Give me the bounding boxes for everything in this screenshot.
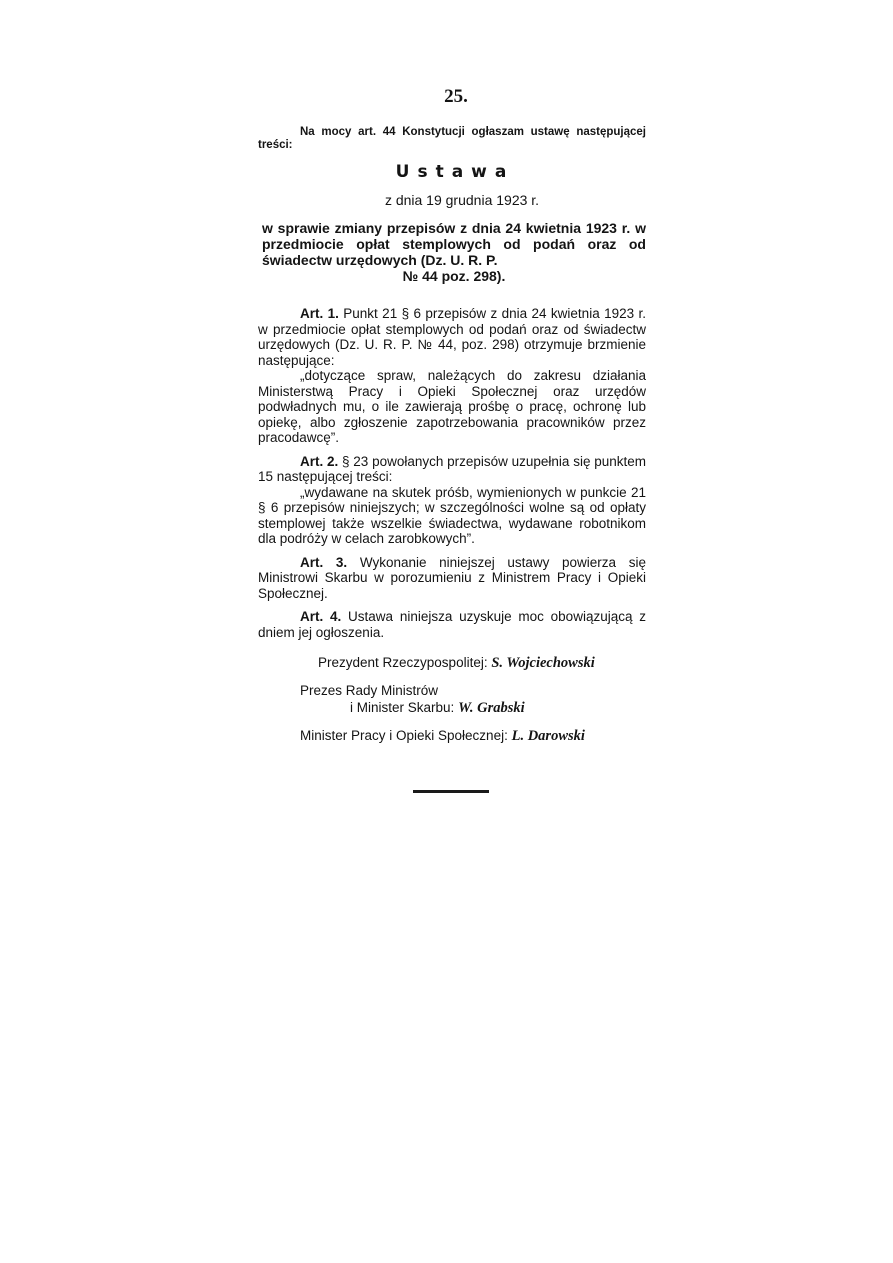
- article-2: [258, 454, 646, 547]
- signature-name: S. Wojciechowski: [491, 655, 595, 671]
- article-label: Art. 1.: [300, 306, 339, 321]
- article-label: Art. 3.: [300, 554, 348, 570]
- article-text: Wykonanie niniejszej ustawy powierza się Ministrowi Skarbu w porozumieniu z Ministrem Pracy i Opieki Społecznej.: [258, 554, 646, 601]
- signature-role: Minister Pracy i Opieki Społecznej:: [300, 728, 508, 743]
- end-rule: [413, 790, 489, 793]
- article-lead: [258, 454, 646, 485]
- article-text: Punkt 21 § 6 przepisów z dnia 24 kwietnia 1923 r. w przedmiocie opłat stemplowych od podań oraz od świadectw urzędowych (Dz. U. R. P. № 44, poz. 298) otrzymuje brzmienie następujące:: [258, 306, 646, 368]
- article-4: [258, 609, 646, 640]
- promulgation-intro: Na mocy art. 44 Konstytucji ogłaszam ustawę następującej treści:: [258, 126, 646, 151]
- signature-role-continued: [300, 699, 646, 717]
- article-lead: [258, 306, 646, 368]
- act-subject-main: w sprawie zmiany przepisów z dnia 24 kwietnia 1923 r. w przedmiocie opłat stemplowych od podań oraz od świadectw urzędowych (Dz. U. R. P.: [262, 220, 646, 268]
- signature-name: W. Grabski: [458, 700, 525, 716]
- article-1: [258, 306, 646, 446]
- article-3: [258, 555, 646, 602]
- page-number: 25.: [444, 86, 468, 107]
- article-lead: [258, 555, 646, 602]
- signatures-block: [258, 654, 646, 745]
- act-date: z dnia 19 grudnia 1923 r.: [384, 192, 540, 208]
- signature-role: Prezydent Rzeczypospolitej:: [318, 655, 488, 670]
- article-lead: [258, 609, 646, 640]
- act-subject: [258, 220, 646, 284]
- signature-premier: [258, 682, 646, 717]
- signature-role: i Minister Skarbu:: [350, 700, 455, 715]
- signature-role: Prezes Rady Ministrów: [300, 683, 439, 698]
- article-text: § 23 powołanych przepisów uzupełnia się punktem 15 następującej treści:: [258, 453, 646, 484]
- document-page: [258, 86, 646, 755]
- signature-president: [258, 654, 646, 672]
- article-label: Art. 4.: [300, 609, 342, 624]
- article-label: Art. 2.: [300, 453, 339, 469]
- signature-labour-minister: [258, 727, 646, 745]
- act-subject-last: № 44 poz. 298).: [402, 268, 506, 284]
- signature-name: L. Darowski: [511, 728, 585, 744]
- article-quote: „wydawane na skutek próśb, wymienionych w punkcie 21 § 6 przepisów niniejszych; w szczególności wolne są od opłaty stemplowej także wszelkie świadectwa, wydawane robotnikom dla podróży w celach zarobkowych”.: [258, 484, 646, 546]
- article-quote: „dotyczące spraw, należących do zakresu działania Ministerstwą Pracy i Opieki Społecznej oraz urzędów podwładnych mu, o ile zawierają prośbę o pracę, ochronę lub opiekę, albo zgłoszenie zapotrzebowania pracowników przez pracodawcę”.: [258, 368, 646, 445]
- article-text: Ustawa niniejsza uzyskuje moc obowiązującą z dniem jej ogłoszenia.: [258, 609, 646, 640]
- act-title: Ustawa: [395, 162, 515, 182]
